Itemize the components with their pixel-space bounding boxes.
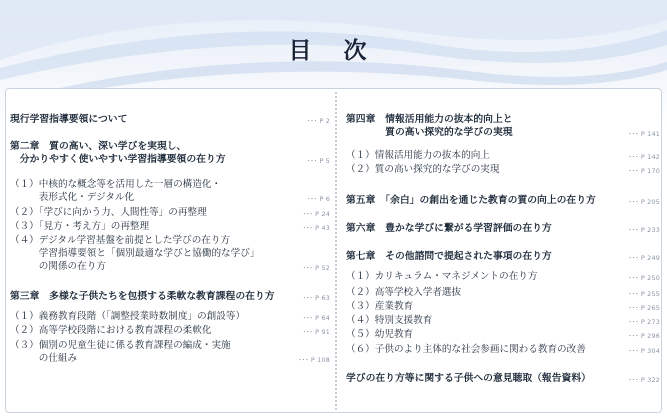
toc-entry-line: （３）産業教育	[346, 301, 414, 312]
toc-section-left-2[interactable]	[10, 178, 221, 204]
toc-section-left-8[interactable]	[10, 324, 211, 337]
toc-entry-line: （２）質の高い探究的な学びの実現	[346, 164, 500, 175]
toc-entry-line: （２）高等学校段階における教育課程の柔軟化	[10, 325, 212, 336]
toc-chapter-left-1[interactable]	[10, 140, 226, 166]
toc-page-number: ･･･ P 296	[628, 332, 660, 340]
toc-entry-line: （２）「学びに向かう力、人間性等」の再整理	[10, 207, 207, 218]
toc-entry-line: （１）中核的な概念等を活用した一層の構造化・	[10, 179, 222, 190]
toc-entry-line: （６）子供のより主体的な社会参画に関わる教育の改善	[346, 344, 586, 355]
toc-section-left-5[interactable]	[10, 234, 259, 273]
toc-page-number: ･･･ P 24	[302, 210, 330, 218]
toc-chapter-right-3[interactable]	[346, 194, 596, 207]
toc-chapter-right-5[interactable]	[346, 250, 552, 263]
toc-entry-line: 第五章 「余白」の創出を通じた教育の質の向上の在り方	[346, 195, 596, 206]
toc-entry-line: 第四章 情報活用能力の抜本的向上と	[346, 114, 513, 125]
toc-entry-line: 表形式化・デジタル化	[10, 192, 135, 203]
toc-page-number: ･･･ P 142	[628, 153, 660, 161]
toc-entry-line: （４）デジタル学習基盤を前提とした学びの在り方	[10, 235, 231, 246]
toc-section-right-1[interactable]	[346, 149, 490, 162]
toc-entry-line: の関係の在り方	[10, 261, 106, 272]
toc-entry-line: （１）カリキュラム・マネジメントの在り方	[346, 271, 538, 282]
toc-section-left-3[interactable]	[10, 206, 207, 219]
toc-section-left-7[interactable]	[10, 310, 245, 323]
toc-chapter-right-0[interactable]	[346, 113, 513, 139]
toc-page-number: ･･･ P 233	[628, 226, 660, 234]
toc-page-number: ･･･ P 170	[628, 167, 660, 175]
toc-page-number: ･･･ P 2	[307, 117, 330, 125]
toc-page-number: ･･･ P 249	[628, 254, 660, 262]
toc-page-number: ･･･ P 43	[302, 224, 330, 232]
toc-page-number: ･･･ P 255	[628, 290, 660, 298]
toc-section-right-6[interactable]	[346, 270, 538, 283]
toc-page-number: ･･･ P 273	[628, 318, 660, 326]
toc-entry-line: 第三章 多様な子供たちを包摂する柔軟な教育課程の在り方	[10, 291, 275, 302]
toc-page-number: ･･･ P 6	[307, 195, 330, 203]
toc-chapter-right-12[interactable]	[346, 372, 591, 385]
toc-section-left-9[interactable]	[10, 339, 231, 365]
toc-entry-line: 学びの在り方等に関する子供への意見聴取（報告資料）	[346, 373, 591, 384]
toc-section-right-10[interactable]	[346, 328, 413, 341]
toc-page-number: ･･･ P 304	[628, 347, 660, 355]
toc-page-number: ･･･ P 205	[628, 198, 660, 206]
toc-page-number: ･･･ P 64	[302, 314, 330, 322]
toc-section-right-7[interactable]	[346, 286, 461, 299]
toc-page-number: ･･･ P 322	[628, 376, 660, 384]
toc-page-number: ･･･ P 52	[302, 264, 330, 272]
toc-entry-line: （１）情報活用能力の抜本的向上	[346, 150, 490, 161]
toc-entry-line: （１）義務教育段階（「調整授業時数制度」の創設等）	[10, 311, 246, 322]
toc-entry-line: 分かりやすく使いやすい学習指導要領の在り方	[10, 154, 226, 165]
toc-page-number: ･･･ P 63	[302, 294, 330, 302]
toc-entry-line: 学習指導要領と「個別最適な学びと協働的な学び」	[10, 248, 260, 259]
toc-chapter-left-6[interactable]	[10, 290, 275, 303]
toc-page-number: ･･･ P 141	[628, 130, 660, 138]
toc-section-right-2[interactable]	[346, 163, 500, 176]
toc-section-right-9[interactable]	[346, 314, 432, 327]
toc-page-number: ･･･ P 265	[628, 304, 660, 312]
toc-entry-line: （５）幼児教育	[346, 329, 414, 340]
toc-entry-line: 現行学習指導要領について	[10, 114, 128, 125]
toc-page-number: ･･･ P 5	[307, 157, 330, 165]
toc-page-number: ･･･ P 108	[298, 356, 330, 364]
toc-page-number: ･･･ P 250	[628, 274, 660, 282]
toc-page-number: ･･･ P 91	[302, 328, 330, 336]
toc-chapter-left-0[interactable]	[10, 113, 127, 126]
toc-section-right-8[interactable]	[346, 300, 413, 313]
toc-entry-line: 質の高い探究的な学びの実現	[346, 127, 513, 138]
page-title: 目 次	[288, 38, 379, 64]
toc-entry-line: 第二章 質の高い、深い学びを実現し、	[10, 141, 187, 152]
toc-entry-line: （２）高等学校入学者選抜	[346, 287, 462, 298]
toc-chapter-right-4[interactable]	[346, 222, 552, 235]
toc-entry-line: （３）「見方・考え方」の再整理	[10, 221, 150, 232]
column-divider	[335, 92, 337, 410]
toc-entry-line: （４）特別支援教育	[346, 315, 433, 326]
toc-entry-line: 第七章 その他諮問で提起された事項の在り方	[346, 251, 552, 262]
toc-entry-line: 第六章 豊かな学びに繋がる学習評価の在り方	[346, 223, 552, 234]
toc-section-right-11[interactable]	[346, 343, 586, 356]
toc-section-left-4[interactable]	[10, 220, 149, 233]
toc-entry-line: （３）個別の児童生徒に係る教育課程の編成・実施	[10, 340, 231, 351]
toc-entry-line: の仕組み	[10, 353, 78, 364]
